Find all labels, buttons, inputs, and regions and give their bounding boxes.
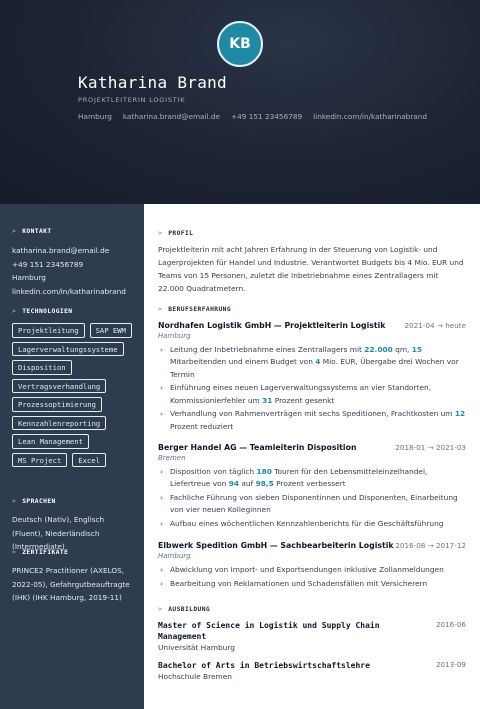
- job-location: Hamburg: [158, 552, 191, 560]
- education-date: 2016-06: [435, 620, 466, 629]
- job-title: Berger Handel AG — Teamleiterin Disposition: [158, 443, 357, 452]
- chevron-right-icon: >: [12, 228, 17, 235]
- experience-heading-label: BERUFSERFAHRUNG: [168, 306, 232, 313]
- tech-tag: MS Project: [12, 453, 67, 468]
- profile-heading-label: PROFIL: [168, 230, 194, 237]
- tech-tag-list: [12, 323, 137, 467]
- contact-heading-label: KONTAKT: [22, 228, 52, 235]
- tech-tag: Vertragsverhandlung: [12, 379, 106, 394]
- tech-tag: Projektleitung: [12, 323, 85, 338]
- job-title: Elbwerk Spedition GmbH — Sachbearbeiterin Logistik: [158, 541, 394, 550]
- job-dates: 2021-04 → heute: [404, 321, 466, 330]
- header-contact-linkedin[interactable]: linkedin.com/in/katharinabrand: [313, 112, 428, 121]
- contact-linkedin[interactable]: linkedin.com/in/katharinabrand: [12, 286, 126, 296]
- education-entry: [158, 620, 466, 652]
- tech-tag: SAP EWM: [90, 323, 132, 338]
- job-entry: [158, 541, 466, 592]
- highlight-number: 12: [454, 409, 466, 419]
- tech-heading-label: TECHNOLOGIEN: [22, 308, 73, 315]
- sidebar: [0, 204, 144, 709]
- contact-email[interactable]: katharina.brand@email.de: [12, 246, 110, 255]
- chevron-right-icon: >: [12, 549, 17, 556]
- education-heading-label: AUSBILDUNG: [168, 606, 211, 613]
- job-bullets: [158, 466, 466, 530]
- chevron-right-icon: >: [158, 606, 163, 613]
- contact-heading: [12, 228, 137, 235]
- tech-heading: [12, 308, 137, 315]
- education-degree: Master of Science in Logistik und Supply Chain Management: [158, 621, 380, 641]
- highlight-number: 31: [262, 395, 273, 405]
- highlight-number: 4: [315, 357, 321, 367]
- contact-city: Hamburg: [12, 273, 46, 282]
- tech-tag: Lagerverwaltungssysteme: [12, 342, 124, 357]
- header-contact-city: Hamburg: [78, 112, 112, 121]
- tech-tag: Lean Management: [12, 434, 89, 449]
- job-bullet: › Leitung der Inbetriebnahme eines Zentrallagers mit 22.000 qm, 15 Mitarbeitenden und einem Budget von 4 Mio. EUR, Übergabe drei Wochen vor Termin: [158, 344, 466, 381]
- tech-tag: Prozessoptimierung: [12, 397, 102, 412]
- job-bullet: › Abwicklung von Import- und Exportsendungen inklusive Zollanmeldungen: [158, 564, 466, 576]
- certs-heading: [12, 549, 134, 556]
- chevron-right-icon: >: [12, 308, 17, 315]
- education-school: Universität Hamburg: [158, 643, 235, 652]
- job-bullet: › Einführung eines neuen Lagerverwaltungssystems an vier Standorten, Kommissionierfehler um 31 Prozent gesenkt: [158, 382, 466, 407]
- chevron-right-icon: >: [12, 498, 17, 505]
- chevron-right-icon: >: [158, 306, 163, 313]
- job-title-row: [158, 541, 466, 550]
- languages-heading: [12, 498, 137, 505]
- job-bullet: › Disposition von täglich 180 Touren für den Lebensmitteleinzelhandel, Liefertreue von 94 auf 98,5 Prozent verbessert: [158, 466, 466, 491]
- job-dates: 2016-08 → 2017-12: [395, 541, 466, 550]
- candidate-role: PROJEKTLEITERIN LOGISTIK: [78, 96, 186, 104]
- header-contact-phone[interactable]: +49 151 23456789: [231, 112, 303, 121]
- job-bullet: › Aufbau eines wöchentlichen Kennzahlenberichts für die Geschäftsführung: [158, 518, 466, 530]
- job-bullet: › Verhandlung von Rahmenverträgen mit sechs Speditionen, Frachtkosten um 12 Prozent reduziert: [158, 408, 466, 433]
- highlight-number: 94: [228, 479, 240, 489]
- education-date: 2013-09: [435, 660, 466, 669]
- contact-phone[interactable]: +49 151 23456789: [12, 259, 84, 269]
- languages-section: [12, 498, 137, 554]
- header-contact-email[interactable]: katharina.brand@email.de: [122, 112, 221, 121]
- education-degree: Bachelor of Arts in Betriebswirtschaftslehre: [158, 661, 370, 670]
- certs-section: [12, 549, 134, 605]
- education-heading: [158, 606, 210, 613]
- avatar: KB: [217, 21, 263, 67]
- job-entry: [158, 443, 466, 532]
- languages-text: Deutsch (Nativ), Englisch (Fluent), Niederländisch (Intermediate): [12, 515, 105, 551]
- languages-heading-label: SPRACHEN: [22, 498, 56, 505]
- candidate-name: Katharina Brand: [78, 73, 227, 92]
- highlight-number: 180: [256, 467, 272, 476]
- job-title-row: [158, 321, 466, 330]
- tech-tag: Kennzahlenreporting: [12, 416, 106, 431]
- job-bullet: › Bearbeitung von Reklamationen und Schadensfällen mit Versicherern: [158, 578, 466, 590]
- tech-tag: Excel: [72, 453, 106, 468]
- job-bullets: [158, 564, 466, 590]
- job-bullets: [158, 344, 466, 433]
- highlight-number: 22.000: [364, 345, 393, 354]
- tech-section: [12, 308, 137, 467]
- profile-text: Projektleiterin mit acht Jahren Erfahrung in der Steuerung von Logistik- und Lagerprojekten für Handel und Industrie. Verantwortet Budgets bis 4 Mio. EUR und Teams von 15 Personen, zuletzt die Inbetriebnahme eines Zentrallagers mit 22.000 Quadratmetern.: [158, 245, 464, 293]
- chevron-right-icon: >: [158, 230, 163, 237]
- education-entry: [158, 660, 466, 681]
- job-title-row: [158, 443, 466, 452]
- contact-section: [12, 228, 137, 298]
- job-location: Hamburg: [158, 332, 191, 340]
- experience-heading: [158, 306, 231, 313]
- education-school: Hochschule Bremen: [158, 672, 232, 681]
- header-contacts: [78, 112, 427, 121]
- job-location: Bremen: [158, 454, 186, 462]
- certs-text: PRINCE2 Practitioner (AXELOS, 2022-05), Gefahrgutbeauftragte (IHK) (IHK Hamburg, 2019-11): [12, 566, 130, 602]
- job-entry: [158, 321, 466, 435]
- tech-tag: Disposition: [12, 360, 72, 375]
- job-bullet: › Fachliche Führung von sieben Disponentinnen und Disponenten, Einarbeitung von vier neuen Kolleginnen: [158, 492, 466, 517]
- job-dates: 2018-01 → 2021-03: [395, 443, 466, 452]
- profile-heading: [158, 230, 193, 237]
- job-title: Nordhafen Logistik GmbH — Projektleiterin Logistik: [158, 321, 386, 330]
- highlight-number: 15: [411, 345, 423, 354]
- resume-header: [0, 0, 480, 204]
- certs-heading-label: ZERTIFIKATE: [22, 549, 69, 556]
- highlight-number: 98,5: [255, 479, 274, 489]
